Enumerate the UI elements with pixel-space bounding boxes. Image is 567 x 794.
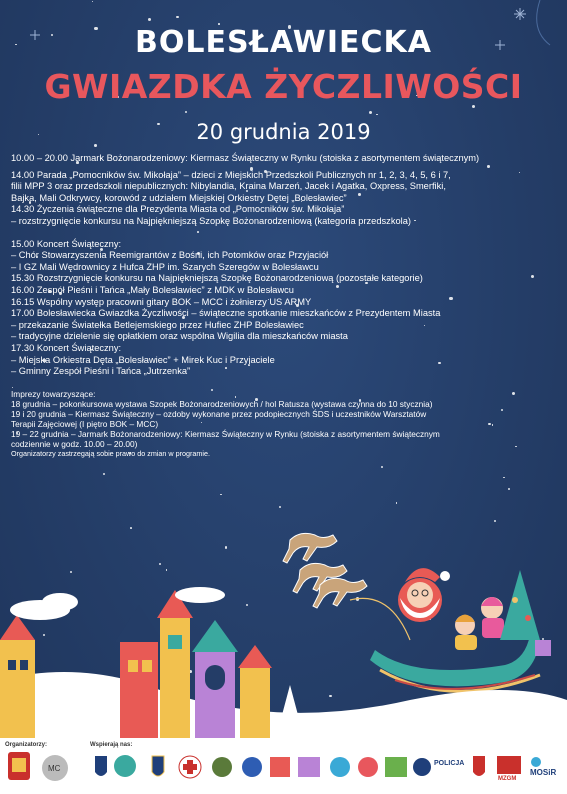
event-line: 19 i 20 grudnia – Kiermasz Świąteczny – ozdoby wykonane przez podopiecznych ŚDS i uczestników Warsztatów bbox=[11, 408, 427, 419]
mosir-text: MOSiR bbox=[530, 768, 557, 777]
boleslawiec-crest-logo bbox=[8, 752, 30, 780]
mosir-logo bbox=[531, 757, 541, 767]
event-line: 19 – 22 grudnia – Jarmark Bożonarodzeniowy: Kiermasz Świąteczny w Rynku (stoiska z asortymentem świątecznym bbox=[11, 428, 440, 439]
program-line: 15.00 Koncert Świąteczny: bbox=[11, 238, 122, 249]
organizers-label: Organizatorzy: bbox=[5, 742, 48, 748]
program-line: – Gminny Zespół Pieśni i Tańca „Jutrzenka” bbox=[11, 366, 191, 377]
program-line: 14.30 Życzenia świąteczne dla Prezydenta Miasta od „Pomocników św. Mikołaja” bbox=[11, 204, 345, 215]
supporters-label: Wspierają nas: bbox=[90, 742, 133, 748]
snowflake-dot bbox=[503, 477, 504, 478]
program-line: 17.00 Bolesławiecka Gwiazdka Życzliwości – świąteczne spotkanie mieszkańców z Prezydentem Miasta bbox=[11, 308, 441, 319]
program-line: 15.30 Rozstrzygnięcie konkursu na Najpiękniejszą Szopkę Bożonarodzeniową (pozostałe kategorie) bbox=[11, 273, 423, 284]
wolontariat-logo bbox=[358, 757, 378, 777]
program-line: 14.00 Parada „Pomocników św. Mikołaja” – dzieci z Miejskich Przedszkoli Publicznych nr 1, 2, 3, 4, 5, 6 i 7, bbox=[11, 169, 451, 180]
mops-logo bbox=[114, 755, 136, 777]
dom-logo bbox=[385, 757, 407, 777]
military-logo bbox=[212, 757, 232, 777]
red-cross-logo bbox=[179, 756, 201, 778]
program-line: – Miejska Orkiestra Dęta „Bolesławiec” + Mirek Kuc i Przyjaciele bbox=[11, 354, 275, 365]
program-line: 17.30 Koncert Świąteczny: bbox=[11, 342, 122, 353]
program-line: 16.15 Wspólny występ pracowni gitary BOK – MCC i żołnierzy US ARMY bbox=[11, 296, 312, 307]
bok-logo bbox=[270, 757, 290, 777]
event-date: 20 grudnia 2019 bbox=[196, 120, 371, 144]
sponsors-footer bbox=[0, 738, 567, 794]
santa-illustration bbox=[398, 568, 450, 622]
reindeer-illustration bbox=[283, 533, 367, 608]
program-line: – przekazanie Światełka Betlejemskiego przez Hufiec ZHP Bolesławiec bbox=[11, 319, 304, 330]
program-line: – Chór Stowarzyszenia Reemigrantów z Bośni, ich Potomków oraz Przyjaciół bbox=[11, 250, 329, 261]
program-line: – I GZ Mali Wędrownicy z Hufca ZHP im. Szarych Szeregów w Bolesławcu bbox=[11, 261, 319, 272]
event-line: Terapii Zajęciowej (I piętro BOK – MCC) bbox=[11, 418, 159, 429]
events-heading: Imprezy towarzyszące: bbox=[11, 388, 96, 399]
fire-brigade-logo bbox=[152, 756, 164, 776]
clouds bbox=[10, 587, 225, 620]
program-list bbox=[11, 153, 561, 459]
mzgm-text: MZGM bbox=[498, 776, 517, 782]
event-line: 18 grudnia – pokonkursowa wystawa Szopek Bożonarodzeniowych / hol Ratusza (wystawa czynna do 10 stycznia) bbox=[11, 398, 433, 409]
christmas-tree-illustration bbox=[500, 570, 551, 656]
program-line: – tradycyjne dzielenie się opłatkiem oraz wspólna Wigilia dla mieszkańców miasta bbox=[11, 331, 348, 342]
snowflake-dot bbox=[381, 466, 383, 468]
program-line: 16.00 Zespół Pieśni i Tańca „Mały Bolesławiec” z MDK w Bolesławcu bbox=[11, 284, 294, 295]
title-line2: GWIAZDKA ŻYCZLIWOŚCI bbox=[44, 67, 523, 106]
program-line: filii MPP 3 oraz przedszkoli niepublicznych: Nibylandia, Kraina Marzeń, Jacek i Agatka, Oxpress, Smerfiki, bbox=[11, 181, 446, 192]
mdk-logo bbox=[330, 757, 350, 777]
title-line1: BOLESŁAWIECKA bbox=[135, 25, 432, 60]
snowflake-dot bbox=[508, 488, 510, 490]
snowflake-dot bbox=[220, 494, 222, 496]
snowflake-dot bbox=[103, 473, 105, 475]
snowflake-icon bbox=[514, 8, 526, 20]
disclaimer-note: Organizatorzy zastrzegają sobie prawo do zmian w programie. bbox=[11, 448, 210, 458]
mcc-logo bbox=[42, 755, 68, 781]
ostoja-logo bbox=[298, 757, 320, 777]
zhp-logo bbox=[242, 757, 262, 777]
program-line: – rozstrzygnięcie konkursu na Najpiękniejszą Szopkę Bożonarodzeniową (kategoria przedszkola) bbox=[11, 215, 411, 226]
logos-row bbox=[0, 738, 567, 794]
badge-logo bbox=[473, 756, 485, 776]
children-illustration bbox=[455, 597, 504, 650]
program-line: Bajka, Mali Odkrywcy, korowód z udziałem Miejskiej Orkiestry Dętej „Bolesławiec” bbox=[11, 192, 347, 203]
program-line: 10.00 – 20.00 Jarmark Bożonarodzeniowy: Kiermasz Świąteczny w Rynku (stoiska z asortymentem świątecznym) bbox=[11, 153, 480, 163]
mzgm-logo bbox=[497, 756, 521, 774]
police-badge-logo bbox=[95, 756, 107, 776]
policja-text: POLICJA bbox=[434, 760, 465, 767]
svg-text:MC: MC bbox=[48, 764, 61, 773]
policja-logo bbox=[413, 758, 431, 776]
event-line: codziennie w godz. 10.00 – 20.00) bbox=[11, 438, 138, 449]
